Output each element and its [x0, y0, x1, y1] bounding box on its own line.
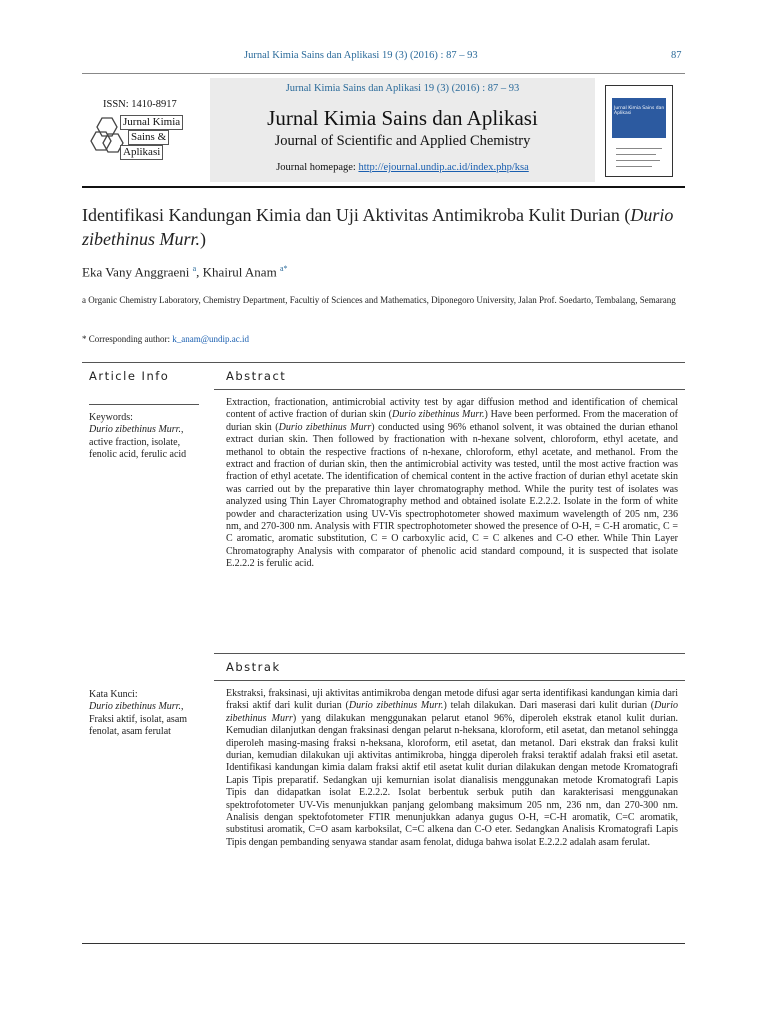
homepage-label: Journal homepage: — [276, 162, 356, 173]
journal-cover-thumbnail — [605, 85, 673, 177]
issn: ISSN: 1410-8917 — [103, 99, 177, 110]
keywords-list: , active fraction, isolate, fenolic acid, ferulic acid — [89, 424, 187, 461]
journal-subtitle: Journal of Scientific and Applied Chemistry — [274, 133, 531, 149]
running-header-citation: Jurnal Kimia Sains dan Aplikasi 19 (3) (2016) : 87 – 93 — [244, 50, 478, 61]
abstract-id-species: Durio zibethinus Murr. — [348, 700, 444, 712]
article-title-main: Identifikasi Kandungan Kimia dan Uji Aktivitas Antimikroba Kulit Durian ( — [82, 205, 631, 225]
kata-kunci-list: , Fraksi aktif, isolat, asam fenolat, asam ferulat — [89, 701, 188, 738]
keywords-species: Durio zibethinus Murr. — [89, 424, 181, 436]
corresponding-label: * Corresponding author: — [82, 334, 170, 344]
authors — [82, 264, 288, 280]
abstract-heading-rule — [214, 389, 685, 390]
abstract-en-part: ) conducted using 96% ethanol solvent, it was obtained the durian ethanol extract durian skin. Then followed by fractionation with n-hexane solvent, chloroform, ethyl acetate, and methanol to obtain the respective fractions of n-hexane, chloroform, ethyl acetate, and methanol. From the extract and fraction of durian skin, then the antimicrobial activity was tested, until the most active fraction was fraction of ethyl acetate. The identification of chemical content in the active fraction of durian ethyl acetate skin was carried out by the preparative thin layer chromatography method. While the purity test of isolates was analyzed using Thin Layer Chromatography method and obtained isolate E.2.2.2. Isolate in the form of white powder and characterization using UV-Vis spectrophotometer showed maximum wavelength of 205 nm, 236 nm, and 270-300 nm. Analysis with FTIR spectrophotometer showed the presence of O-H, = C-H aromatic, C = C aromatic, aromatic substitution, C = O carboxylic acid, C = C alkenes and C-O ether. While Thin Layer Chromatography Analysis with comparator of phenolic acid standard compound, it is suspected that isolate E.2.2.2 is ferulic acid. — [226, 421, 679, 570]
page-bottom-rule — [82, 943, 685, 944]
affiliation: a Organic Chemistry Laboratory, Chemistry Department, Facultiy of Sciences and Mathematics, Diponegoro University, Jalan Prof. Soedarto, Tembalang, Semarang — [82, 295, 676, 305]
keywords — [89, 412, 199, 462]
logo-text — [120, 115, 183, 160]
section-top-rule — [82, 362, 685, 363]
logo-line2: Sains & — [128, 130, 169, 145]
abstract-english — [226, 397, 678, 571]
article-info-heading: Article Info — [89, 369, 170, 383]
journal-banner — [210, 78, 595, 182]
abstract-en-part: ) Have been performed. From the maceration of durian skin ( — [226, 409, 679, 433]
homepage-link[interactable]: http://ejournal.undip.ac.id/index.php/ksa — [358, 162, 529, 173]
abstrak-heading-rule — [214, 680, 685, 681]
abstract-en-species: Durio zibethinus Murr. — [392, 409, 485, 421]
page-number: 87 — [671, 50, 682, 61]
header-divider — [82, 73, 685, 74]
cover-line — [616, 160, 660, 161]
author-1-affil: a — [192, 264, 197, 273]
article-title-end: ) — [200, 229, 207, 249]
kata-kunci — [89, 689, 199, 739]
banner-bottom-rule — [82, 186, 685, 188]
kata-kunci-species: Durio zibethinus Murr. — [89, 701, 181, 713]
abstrak-heading: Abstrak — [226, 660, 281, 674]
abstract-id-part: ) yang dilakukan menggunakan pelarut etanol 96%, diperoleh ekstrak etanol kulit durian. Kemudian dilanjutkan dengan fraksinasi dengan pelarut n-heksana, kloroform, etil asetat, dan metanol sehingga diperoleh masing-masing fraksi n-heksana, kloroform, etil asetat, dan metanol. Dari ekstrak dan fraksi kulit durian, kemudian dilakukan uji aktivitas antimikroba, hingga diperoleh fraksi teraktif adalah fraksi etil asetat. Identifikasi kandungan kimia dalam fraksi aktif etil asetat kulit durian dilakukan dengan metode Kromatografi Lapis Tipis preparatif. Sedangkan uji kemurnian isolat dianalisis menggunakan metode Kromatografi Lapis Tipis dan didapatkan isolat E.2.2.2. Isolat berbentuk serbuk putih dan karakterisasi menggunakan spektrofotometer UV-Vis menunjukkan panjang gelombang maksimum 205 nm, 236 nm, dan 270-300 nm. Analisis dengan spektofotometer FTIR menunjukkan adanya gugus O-H, =C-H aromatik, C=C aromatik, substitusi aromatik, C=O asam karboksilat, C=C alkena dan C-O eter. Sedangkan Analisis Kromatografi Lapis Tipis dengan pembanding senyawa standar asam fenolat, diduga bahwa isolat E.2.2.2 adalah asam ferulat. — [226, 712, 679, 848]
abstrak-top-rule — [214, 653, 685, 654]
author-2-affil: a* — [279, 264, 288, 273]
abstract-en-part: Extraction, fractionation, antimicrobial activity test by agar diffusion method and identification of chemical content of active fraction of durian skin ( — [226, 397, 678, 421]
banner-citation: Jurnal Kimia Sains dan Aplikasi 19 (3) (2016) : 87 – 93 — [285, 83, 520, 94]
author-2: Khairul Anam — [202, 264, 277, 280]
author-1: Eka Vany Anggraeni — [82, 264, 190, 280]
abstract-id-species: Durio zibethinus Murr — [226, 700, 678, 724]
cover-line — [616, 154, 656, 155]
article-title — [82, 203, 682, 251]
corresponding-email[interactable]: k_anam@undip.ac.id — [172, 334, 250, 344]
article-info-rule — [89, 404, 199, 405]
logo-line3: Aplikasi — [120, 145, 163, 160]
journal-logo — [88, 112, 203, 160]
journal-title: Jurnal Kimia Sains dan Aplikasi — [267, 106, 538, 130]
abstract-indonesian — [226, 688, 678, 849]
cover-line — [616, 166, 652, 167]
corresponding-author — [82, 334, 249, 344]
kata-kunci-label: Kata Kunci: — [89, 689, 138, 700]
article-title-species: Durio zibethinus Murr. — [82, 205, 674, 249]
cover-band — [612, 98, 666, 138]
cover-text: Jurnal Kimia Sains dan Aplikasi — [614, 106, 665, 116]
abstract-id-part: ) telah dilakukan. Dari maserasi dari kulit durian ( — [443, 700, 655, 712]
author-separator: , — [196, 264, 203, 280]
abstract-en-species: Durio zibethinus Murr — [278, 421, 372, 433]
journal-homepage — [210, 162, 595, 173]
keywords-label: Keywords: — [89, 412, 133, 423]
abstract-heading: Abstract — [226, 369, 287, 383]
abstract-id-part: Ekstraksi, fraksinasi, uji aktivitas antimikroba dengan metode difusi agar serta identifikasi kandungan kimia dari fraksi aktif dari kulit durian ( — [226, 688, 678, 712]
cover-line — [616, 148, 662, 149]
logo-line1: Jurnal Kimia — [120, 115, 183, 130]
